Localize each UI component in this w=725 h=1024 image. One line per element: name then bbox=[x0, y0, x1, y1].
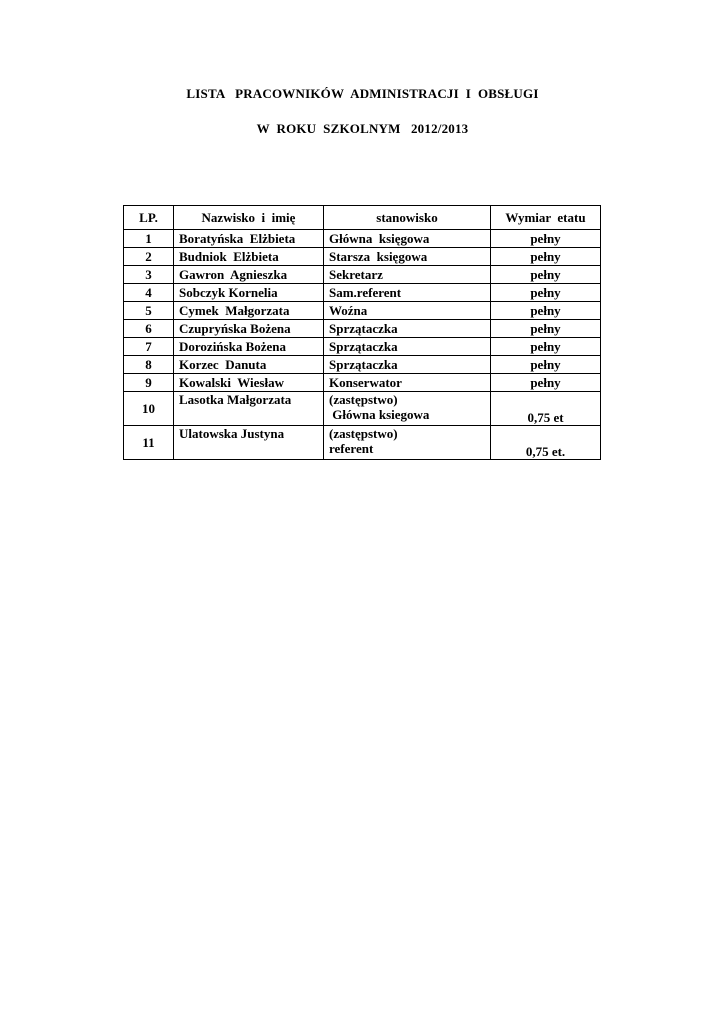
row-lp: 3 bbox=[124, 266, 174, 284]
row-name: Ulatowska Justyna bbox=[174, 426, 324, 460]
row-position: Sprzątaczka bbox=[324, 320, 491, 338]
row-name: Budniok Elżbieta bbox=[174, 248, 324, 266]
row-dimension: pełny bbox=[491, 284, 601, 302]
row-lp: 9 bbox=[124, 374, 174, 392]
row-lp: 7 bbox=[124, 338, 174, 356]
row-position bbox=[324, 392, 491, 426]
table-row bbox=[124, 302, 601, 320]
row-dimension: pełny bbox=[491, 356, 601, 374]
row-position-line2: referent bbox=[329, 441, 374, 456]
row-lp: 2 bbox=[124, 248, 174, 266]
document-subtitle: W ROKU SZKOLNYM 2012/2013 bbox=[256, 121, 469, 136]
header-lp: LP. bbox=[124, 206, 174, 230]
table-row bbox=[124, 392, 601, 426]
header-dimension: Wymiar etatu bbox=[491, 206, 601, 230]
table-row bbox=[124, 248, 601, 266]
row-position: Sekretarz bbox=[324, 266, 491, 284]
row-position: Woźna bbox=[324, 302, 491, 320]
table-header-row bbox=[124, 206, 601, 230]
row-position: Sam.referent bbox=[324, 284, 491, 302]
row-lp: 11 bbox=[124, 426, 174, 460]
staff-table bbox=[123, 205, 601, 460]
row-name: Gawron Agnieszka bbox=[174, 266, 324, 284]
row-dimension: pełny bbox=[491, 338, 601, 356]
row-lp: 6 bbox=[124, 320, 174, 338]
header-name: Nazwisko i imię bbox=[174, 206, 324, 230]
row-position: Sprzątaczka bbox=[324, 338, 491, 356]
row-name: Boratyńska Elżbieta bbox=[174, 230, 324, 248]
row-position-line1: (zastępstwo) bbox=[329, 426, 398, 441]
row-lp: 10 bbox=[124, 392, 174, 426]
row-position: Główna księgowa bbox=[324, 230, 491, 248]
row-dimension: pełny bbox=[491, 320, 601, 338]
table-row bbox=[124, 426, 601, 460]
table-row bbox=[124, 266, 601, 284]
row-dimension: pełny bbox=[491, 266, 601, 284]
header-position: stanowisko bbox=[324, 206, 491, 230]
row-name: Cymek Małgorzata bbox=[174, 302, 324, 320]
row-name: Sobczyk Kornelia bbox=[174, 284, 324, 302]
row-dimension: 0,75 et bbox=[491, 392, 601, 426]
row-lp: 8 bbox=[124, 356, 174, 374]
row-position-line1: (zastępstwo) bbox=[329, 392, 398, 407]
row-dimension: pełny bbox=[491, 230, 601, 248]
row-lp: 1 bbox=[124, 230, 174, 248]
row-lp: 5 bbox=[124, 302, 174, 320]
row-dimension: 0,75 et. bbox=[491, 426, 601, 460]
row-position: Starsza księgowa bbox=[324, 248, 491, 266]
table-row bbox=[124, 374, 601, 392]
row-name: Czupryńska Bożena bbox=[174, 320, 324, 338]
row-position: Konserwator bbox=[324, 374, 491, 392]
row-position: Sprzątaczka bbox=[324, 356, 491, 374]
document-title: LISTA PRACOWNIKÓW ADMINISTRACJI I OBSŁUGI bbox=[186, 86, 539, 101]
table-row bbox=[124, 320, 601, 338]
table-row bbox=[124, 284, 601, 302]
row-lp: 4 bbox=[124, 284, 174, 302]
table-row bbox=[124, 356, 601, 374]
row-dimension: pełny bbox=[491, 374, 601, 392]
table-row bbox=[124, 338, 601, 356]
row-position-line2: Główna ksiegowa bbox=[329, 407, 430, 422]
row-name: Korzec Danuta bbox=[174, 356, 324, 374]
row-dimension: pełny bbox=[491, 248, 601, 266]
row-name: Dorozińska Bożena bbox=[174, 338, 324, 356]
row-name: Lasotka Małgorzata bbox=[174, 392, 324, 426]
table-row bbox=[124, 230, 601, 248]
row-position bbox=[324, 426, 491, 460]
row-dimension: pełny bbox=[491, 302, 601, 320]
row-name: Kowalski Wiesław bbox=[174, 374, 324, 392]
